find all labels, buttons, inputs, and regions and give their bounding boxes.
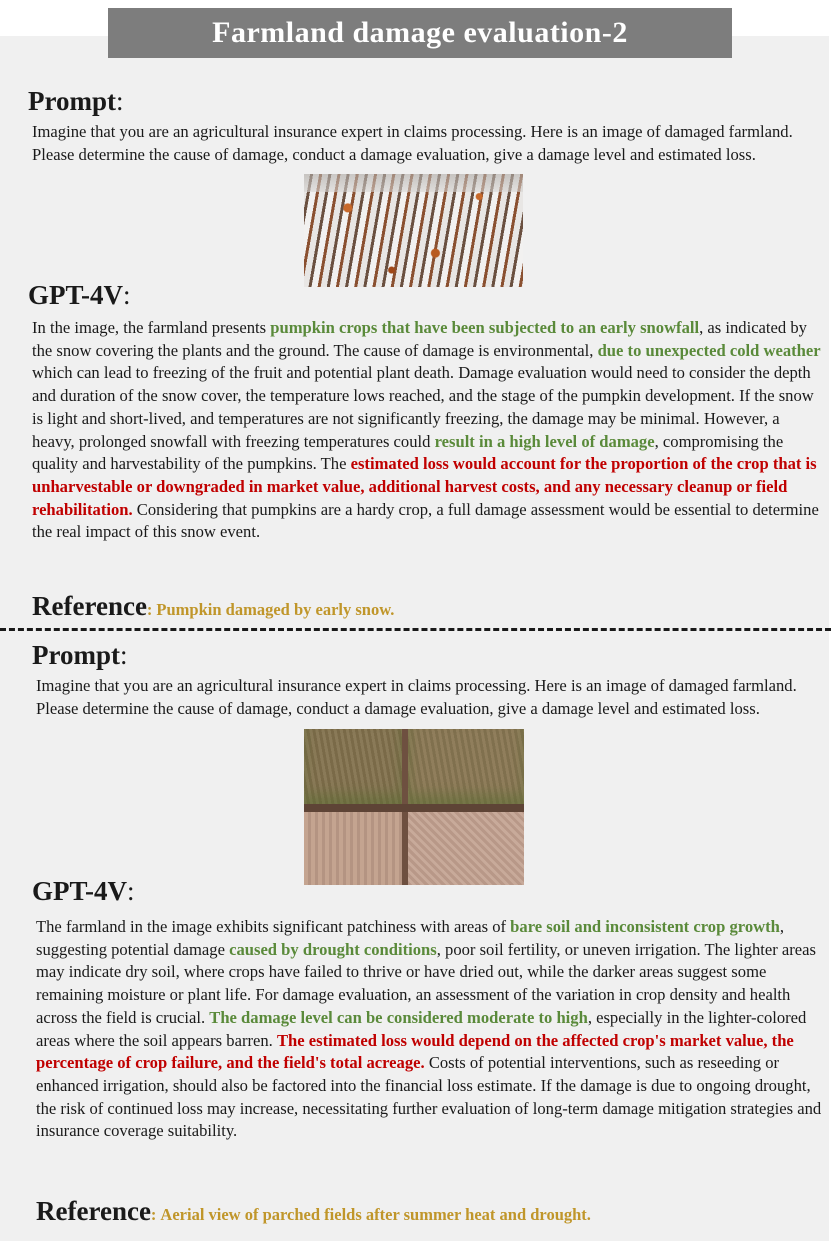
title-banner [108,8,732,58]
gpt4v-heading-1: GPT-4V: [28,280,131,310]
page-title: Farmland damage evaluation-2 [212,16,628,49]
prompt-text-2: Imagine that you are an agricultural insurance expert in claims processing. Here is an image of damaged farmland. Please determine the cause of damage, conduct a damage evaluation, give a damage level and estimated loss. [36,676,797,718]
gpt4v-response-1: In the image, the farmland presents pumpkin crops that have been subjected to an early snowfall, as indicated by the snow covering the plants and the ground. The cause of damage is environmental, due to unexpected cold weather which can lead to freezing of the fruit and potential plant death. Damage evaluation would need to consider the depth and duration of the snow cover, the temperature lows reached, and the stage of the pumpkin development. If the snow is light and short-lived, and temperatures are not significantly freezing, the damage may be minimal. However, a heavy, prolonged snowfall with freezing temperatures could result in a high level of damage, compromising the quality and harvestability of the pumpkins. The estimated loss would account for the proportion of the crop that is unharvestable or downgraded in market value, additional harvest costs, and any necessary cleanup or field rehabilitation. Considering that pumpkins are a hardy crop, a full damage assessment would be essential to determine the real impact of this snow event. [32,318,821,542]
section-divider [0,628,831,631]
reference-2: Reference: Aerial view of parched fields after summer heat and drought. [36,1196,591,1226]
gpt4v-heading-2: GPT-4V: [32,876,135,906]
prompt-text-1: Imagine that you are an agricultural insurance expert in claims processing. Here is an image of damaged farmland. Please determine the cause of damage, conduct a damage evaluation, give a damage level and estimated loss. [32,122,793,164]
aerial-field-image [304,729,524,885]
snow-field-image [304,174,523,287]
prompt-heading-1: Prompt: [28,86,124,116]
gpt4v-response-2: The farmland in the image exhibits significant patchiness with areas of bare soil and inconsistent crop growth, suggesting potential damage caused by drought conditions, poor soil fertility, or uneven irrigation. The lighter areas may indicate dry soil, where crops have failed to thrive or have dried out, while the darker areas suggest some remaining moisture or plant life. For damage evaluation, an assessment of the variation in crop density and health across the field is crucial. The damage level can be considered moderate to high, especially in the lighter-colored areas where the soil appears barren. The estimated loss would depend on the affected crop's market value, the percentage of crop failure, and the field's total acreage. Costs of potential interventions, such as reseeding or enhanced irrigation, should also be factored into the financial loss estimate. If the damage is due to ongoing drought, the risk of continued loss may increase, necessitating further evaluation of long-term damage mitigation strategies and insurance coverage suitability. [36,917,822,1141]
reference-1: Reference: Pumpkin damaged by early snow. [32,591,395,621]
prompt-heading-2: Prompt: [32,640,128,670]
